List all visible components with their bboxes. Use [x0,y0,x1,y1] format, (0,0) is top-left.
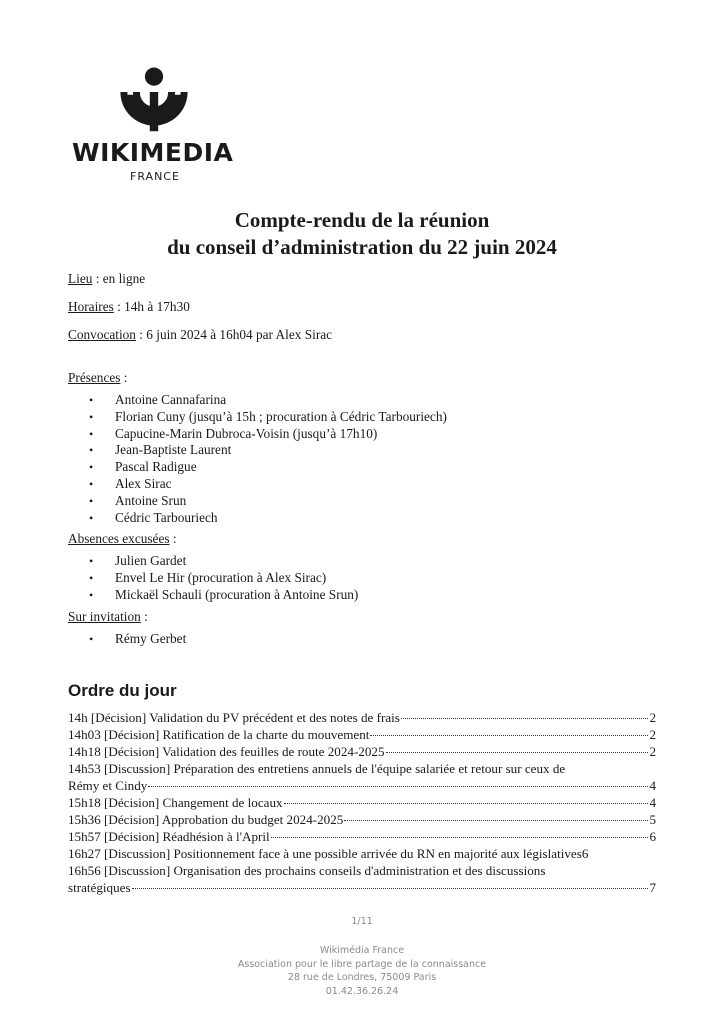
toc-entry-multiline[interactable] [68,760,656,794]
meta-horaires [68,298,668,315]
presences-suffix: : [120,370,128,385]
toc-entry-text: 14h53 [Discussion] Préparation des entretiens annuels de l'équipe salariée et retour sur ceux de [68,761,566,776]
list-item: • Cédric Tarbouriech [68,510,668,527]
horaires-value: : 14h à 17h30 [113,299,190,314]
footer-street: 28 rue de Londres, 75009 Paris [287,972,437,983]
presences-label: Présences [68,370,121,385]
toc-entry-text: 16h27 [Discussion] Positionnement face à une possible arrivée du RN en majorité aux législatives [68,846,582,861]
list-item: • Rémy Gerbet [68,631,668,648]
list-item: • Jean-Baptiste Laurent [68,442,668,459]
toc-entry-page: 5 [649,812,656,827]
toc-leader [386,752,649,753]
footer-org: Wikimédia France [319,945,405,956]
lieu-value: : en ligne [92,271,146,286]
footer-phone: 01.42.36.26.24 [325,985,399,997]
list-item: • Julien Gardet [68,553,668,570]
toc-leader [271,837,649,838]
list-item: • Alex Sirac [68,476,668,493]
wikimedia-emblem-icon [119,64,189,134]
toc-entry-text: 15h18 [Décision] Changement de locaux [68,795,283,810]
toc-entry-multiline[interactable] [68,862,656,896]
lieu-label: Lieu [68,271,93,286]
invitation-suffix: : [140,608,148,624]
toc-entry-page: 4 [649,778,656,793]
footer-address [0,944,724,998]
toc-entry-text: 15h57 [Décision] Réadhésion à l'April [68,829,270,844]
absences-label: Absences excusées [68,531,170,547]
logo-wordmark: WIKIMEDIA [72,138,234,167]
list-item: • Antoine Srun [68,493,668,510]
absences-suffix: : [169,531,177,547]
toc-entry-text-cont: Rémy et Cindy [68,778,148,793]
list-item: • Mickaël Schauli (procuration à Antoine Srun) [68,587,668,604]
toc-heading: Ordre du jour [68,681,177,700]
toc-entry-page: 6 [581,846,589,861]
toc-entry[interactable] [68,709,656,726]
list-item: • Envel Le Hir (procuration à Alex Sirac) [68,570,668,587]
toc-entry-text: 16h56 [Discussion] Organisation des prochains conseils d'administration et des discussions [68,863,546,878]
toc-leader [148,786,648,787]
toc-entry-page: 2 [649,710,656,725]
presences-list [68,392,668,526]
toc-entry[interactable] [68,845,656,862]
toc-entry-text: 14h [Décision] Validation du PV précédent et des notes de frais [68,710,400,725]
toc-entry-page: 6 [649,829,656,844]
list-item: • Pascal Radigue [68,459,668,476]
toc-entry[interactable] [68,794,656,811]
table-of-contents [68,709,656,896]
title-line-2: du conseil d’administration du 22 juin 2024 [167,235,557,259]
absences-heading [68,530,668,547]
toc-entry-text: 14h03 [Décision] Ratification de la charte du mouvement [68,727,370,742]
toc-entry-page: 4 [649,795,656,810]
convocation-label: Convocation [68,327,136,342]
toc-leader [284,803,649,804]
toc-leader [344,820,648,821]
invitation-list [68,631,668,648]
logo-subtitle: FRANCE [130,170,180,183]
toc-entry-text-cont: stratégiques [68,880,131,895]
toc-entry[interactable] [68,828,656,845]
toc-leader [132,888,649,889]
toc-entry-page: 2 [649,727,656,742]
invitation-label: Sur invitation [68,608,141,624]
toc-leader [370,735,648,736]
toc-entry[interactable] [68,811,656,828]
toc-entry-text: 14h18 [Décision] Validation des feuilles de route 2024-2025 [68,744,385,759]
list-item: • Antoine Cannafarina [68,392,668,409]
absences-list [68,553,668,603]
invitation-heading [68,608,668,625]
toc-entry-page: 2 [649,744,656,759]
toc-entry-text: 15h36 [Décision] Approbation du budget 2024-2025 [68,812,344,827]
toc-leader [401,718,649,719]
toc-entry[interactable] [68,743,656,760]
toc-entry[interactable] [68,726,656,743]
list-item: • Florian Cuny (jusqu’à 15h ; procuration à Cédric Tarbouriech) [68,409,668,426]
meta-convocation [68,326,668,343]
title-line-1: Compte-rendu de la réunion [234,208,490,232]
horaires-label: Horaires [68,299,114,314]
convocation-value: : 6 juin 2024 à 16h04 par Alex Sirac [135,327,333,342]
document-title [60,207,664,261]
wikimedia-logo [72,64,238,183]
meta-lieu [68,270,668,287]
footer-tagline: Association pour le libre partage de la connaissance [237,958,487,970]
meeting-details [68,270,668,652]
presences-heading [68,369,668,386]
list-item: • Capucine-Marin Dubroca-Voisin (jusqu’à 17h10) [68,426,668,443]
toc-entry-page: 7 [649,880,656,895]
page-number: 1/11 [351,916,373,927]
